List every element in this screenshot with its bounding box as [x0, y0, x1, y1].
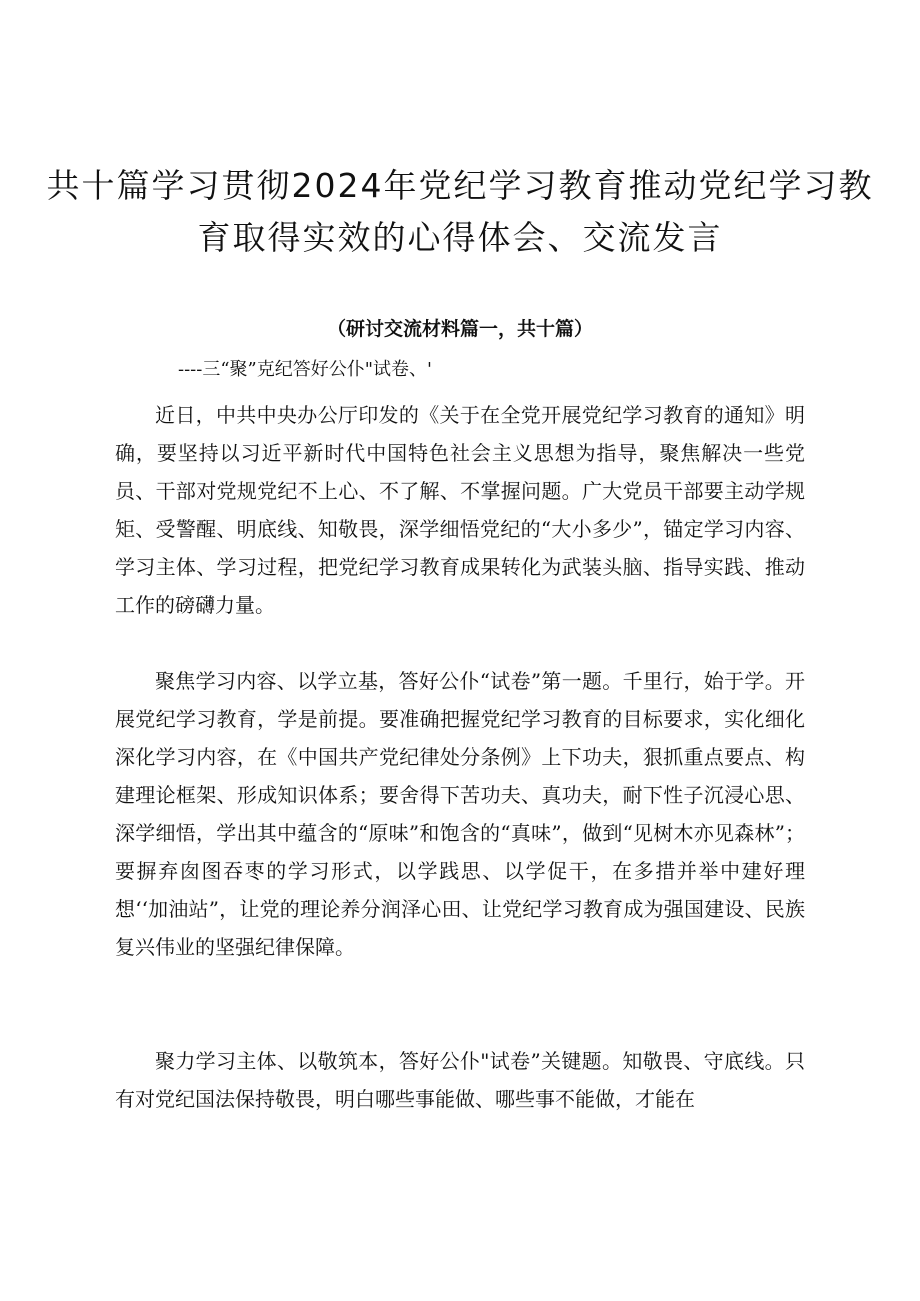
document-title: 共十篇学习贯彻2024年党纪学习教育推动党纪学习教育取得实效的心得体会、交流发言 — [46, 166, 874, 257]
paragraph-1: 近日，中共中央办公厅印发的《关于在全党开展党纪学习教育的通知》明确，要坚持以习近平新时代中国特色社会主义思想为指导，聚焦解决一些党员、干部对党规党纪不上心、不了解、不掌握问题。广大党员干部要主动学规矩、受警醒、明底线、知敬畏，深学细悟党纪的“大小多少”，锚定学习内容、学习主体、学习过程，把党纪学习教育成果转化为武装头脑、指导实践、推动工作的磅礴力量。 — [115, 403, 805, 617]
paragraph-3: 聚力学习主体、以敬筑本，答好公仆"试卷”关键题。知敬畏、守底线。只有对党纪国法保持敬畏，明白哪些事能做、哪些事不能做，才能在 — [115, 1049, 805, 1111]
document-subtitle: （研讨交流材料篇一，共十篇） — [326, 318, 593, 340]
document-subheading: ----三“聚”克纪答好公仆"试卷、' — [178, 359, 432, 380]
paragraph-2: 聚焦学习内容、以学立基，答好公仆“试卷”第一题。千里行，始于学。开展党纪学习教育，学是前提。要准确把握党纪学习教育的目标要求，实化细化深化学习内容，在《中国共产党纪律处分条例》上下功夫，狠抓重点要点、构建理论框架、形成知识体系；要舍得下苦功夫、真功夫，耐下性子沉浸心思、深学细悟，学出其中蕴含的“原味”和饱含的“真味”，做到“见树木亦见森林”；要摒弃囱图吞枣的学习形式，以学践思、以学促干，在多措并举中建好理想‘‘加油站”，让党的理论养分润泽心田、让党纪学习教育成为强国建设、民族复兴伟业的坚强纪律保障。 — [115, 669, 805, 959]
